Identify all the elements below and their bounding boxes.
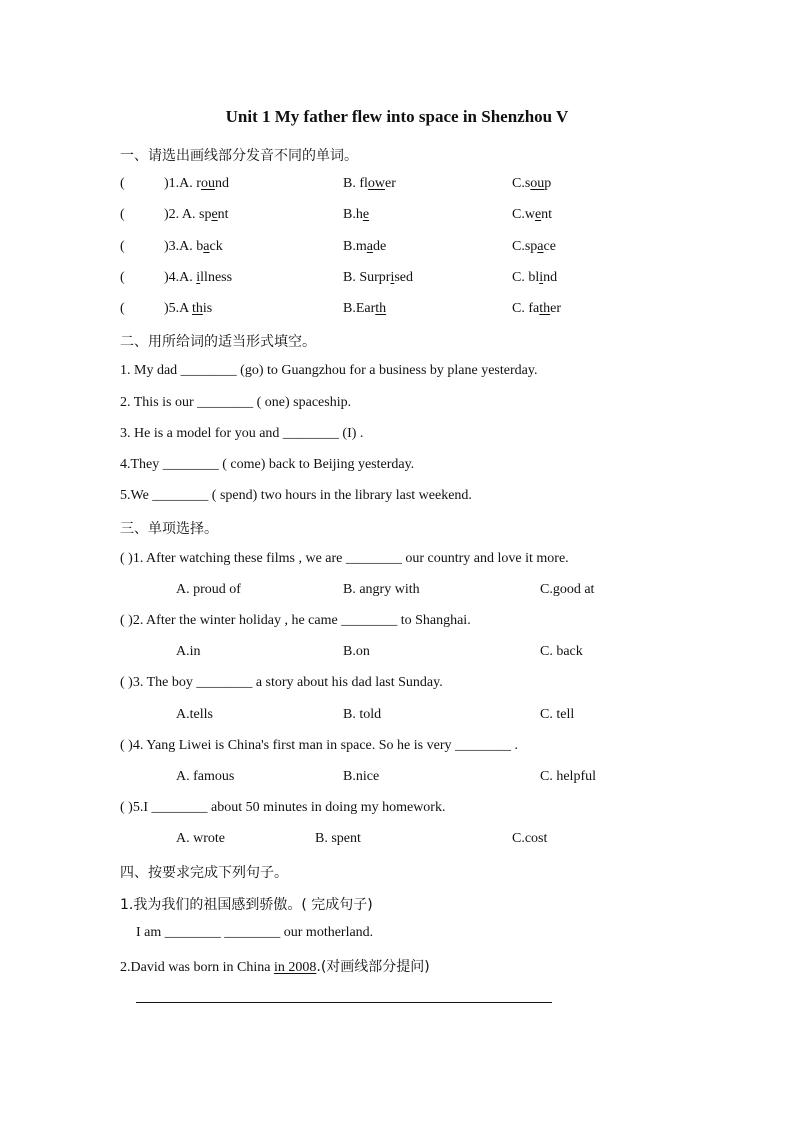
- choice-question-1: ( )1. After watching these films , we are ________ our country and love it more.: [120, 551, 569, 566]
- underlined-sound: ow: [367, 176, 386, 191]
- pron-option-c: [512, 207, 552, 223]
- choice-2-option-a: A.in: [176, 644, 201, 659]
- choice-5-option-a: A. wrote: [176, 831, 225, 846]
- fill-blank-question-2: 2. This is our ________ ( one) spaceship.: [120, 395, 352, 410]
- word-part: er: [385, 176, 396, 191]
- word-part: ck: [209, 239, 223, 254]
- pron-number: )5.A: [164, 301, 192, 316]
- choice-question-4: ( )4. Yang Liwei is China's first man in space. So he is very ________ .: [120, 738, 518, 753]
- pron-number: )2. A.: [164, 207, 199, 222]
- word-part: sed: [394, 270, 414, 285]
- underlined-sound: th: [375, 301, 387, 316]
- word-part: nt: [217, 207, 229, 222]
- section2-heading: 二、用所给词的适当形式填空。: [120, 334, 316, 350]
- pron-paren: (: [120, 239, 125, 254]
- pron-paren: (: [120, 270, 125, 285]
- pron-number: )4.A.: [164, 270, 197, 285]
- fill-blank-question-5: 5.We ________ ( spend) two hours in the library last weekend.: [120, 488, 472, 503]
- choice-2-option-c: C. back: [540, 644, 583, 659]
- choice-5-option-c: C.cost: [512, 831, 548, 846]
- word-part: er: [550, 301, 561, 316]
- word-part: sp: [199, 207, 212, 222]
- underlined-sound: e: [534, 207, 542, 222]
- pron-option-b: [343, 207, 369, 223]
- fill-blank-question-1: 1. My dad ________ (go) to Guangzhou for a business by plane yesterday.: [120, 363, 538, 378]
- pron-option-a: [164, 270, 232, 286]
- pron-option-b: [343, 270, 413, 286]
- sentence-question-2: [120, 956, 430, 976]
- choice-4-option-b: B.nice: [343, 769, 380, 784]
- word-part: C.w: [512, 207, 535, 222]
- underlined-sound: ou: [530, 176, 545, 191]
- sentence-answer-1: I am ________ ________ our motherland.: [136, 925, 374, 940]
- page-title: Unit 1 My father flew into space in Shenzhou V: [225, 107, 569, 126]
- underlined-sound: i: [539, 270, 544, 285]
- choice-3-option-a: A.tells: [176, 707, 213, 722]
- q2-underlined-phrase: in 2008: [273, 960, 317, 975]
- underlined-sound: a: [203, 239, 210, 254]
- word-part: de: [372, 239, 387, 254]
- choice-4-option-a: A. famous: [176, 769, 235, 784]
- word-part: B.h: [343, 207, 363, 222]
- choice-1-option-a: A. proud of: [176, 582, 241, 597]
- pron-option-b: [343, 301, 386, 317]
- word-part: nd: [214, 176, 229, 191]
- choice-1-option-c: C.good at: [540, 582, 595, 597]
- q2-prefix: 2.David was born in China: [120, 960, 274, 975]
- word-part: B.Ear: [343, 301, 376, 316]
- sentence-question-1: 1.我为我们的祖国感到骄傲。( 完成句子): [120, 897, 373, 913]
- pron-paren: (: [120, 176, 125, 191]
- word-part: C.sp: [512, 239, 538, 254]
- word-part: b: [196, 239, 204, 254]
- pron-paren: (: [120, 207, 125, 222]
- pron-option-c: [512, 176, 551, 192]
- pron-option-b: [343, 239, 386, 255]
- word-part: nd: [543, 270, 558, 285]
- word-part: p: [544, 176, 552, 191]
- section4-heading: 四、按要求完成下列句子。: [120, 865, 288, 881]
- word-part: C. bl: [512, 270, 540, 285]
- section1-heading: 一、请选出画线部分发音不同的单词。: [120, 148, 358, 164]
- choice-3-option-b: B. told: [343, 707, 382, 722]
- pron-option-a: [164, 176, 229, 192]
- underlined-sound: th: [539, 301, 551, 316]
- underlined-sound: th: [192, 301, 203, 316]
- word-part: llness: [200, 270, 233, 285]
- word-part: ce: [543, 239, 556, 254]
- underlined-sound: a: [537, 239, 544, 254]
- word-part: nt: [541, 207, 553, 222]
- underlined-sound: e: [211, 207, 218, 222]
- pron-number: )1.A.: [164, 176, 197, 191]
- pron-option-a: [164, 301, 212, 317]
- q2-suffix: .(对画线部分提问): [316, 959, 430, 975]
- choice-question-3: ( )3. The boy ________ a story about his dad last Sunday.: [120, 675, 443, 690]
- fill-blank-question-3: 3. He is a model for you and ________ (I) .: [120, 426, 364, 441]
- pron-option-c: [512, 270, 557, 286]
- choice-question-2: ( )2. After the winter holiday , he came ________ to Shanghai.: [120, 613, 471, 628]
- choice-4-option-c: C. helpful: [540, 769, 596, 784]
- choice-5-option-b: B. spent: [315, 831, 361, 846]
- underlined-sound: i: [196, 270, 201, 285]
- section3-heading: 三、单项选择。: [120, 521, 218, 537]
- underlined-sound: e: [362, 207, 370, 222]
- fill-blank-question-4: 4.They ________ ( come) back to Beijing yesterday.: [120, 457, 415, 472]
- pron-paren: (: [120, 301, 125, 316]
- pron-option-c: [512, 239, 556, 255]
- pron-option-c: [512, 301, 561, 317]
- underlined-sound: ou: [200, 176, 215, 191]
- pron-option-a: [164, 207, 229, 223]
- underlined-sound: i: [390, 270, 395, 285]
- word-part: C. fa: [512, 301, 540, 316]
- word-part: B. fl: [343, 176, 368, 191]
- word-part: is: [202, 301, 213, 316]
- word-part: B.m: [343, 239, 367, 254]
- word-part: r: [196, 176, 201, 191]
- word-part: C.s: [512, 176, 531, 191]
- choice-2-option-b: B.on: [343, 644, 370, 659]
- choice-3-option-c: C. tell: [540, 707, 575, 722]
- pron-option-a: [164, 239, 223, 255]
- choice-question-5: ( )5.I ________ about 50 minutes in doing my homework.: [120, 800, 446, 815]
- choice-1-option-b: B. angry with: [343, 582, 420, 597]
- pron-number: )3.A.: [164, 239, 197, 254]
- pron-option-b: [343, 176, 396, 192]
- answer-line: [136, 1002, 552, 1003]
- word-part: B. Surpr: [343, 270, 391, 285]
- underlined-sound: a: [366, 239, 373, 254]
